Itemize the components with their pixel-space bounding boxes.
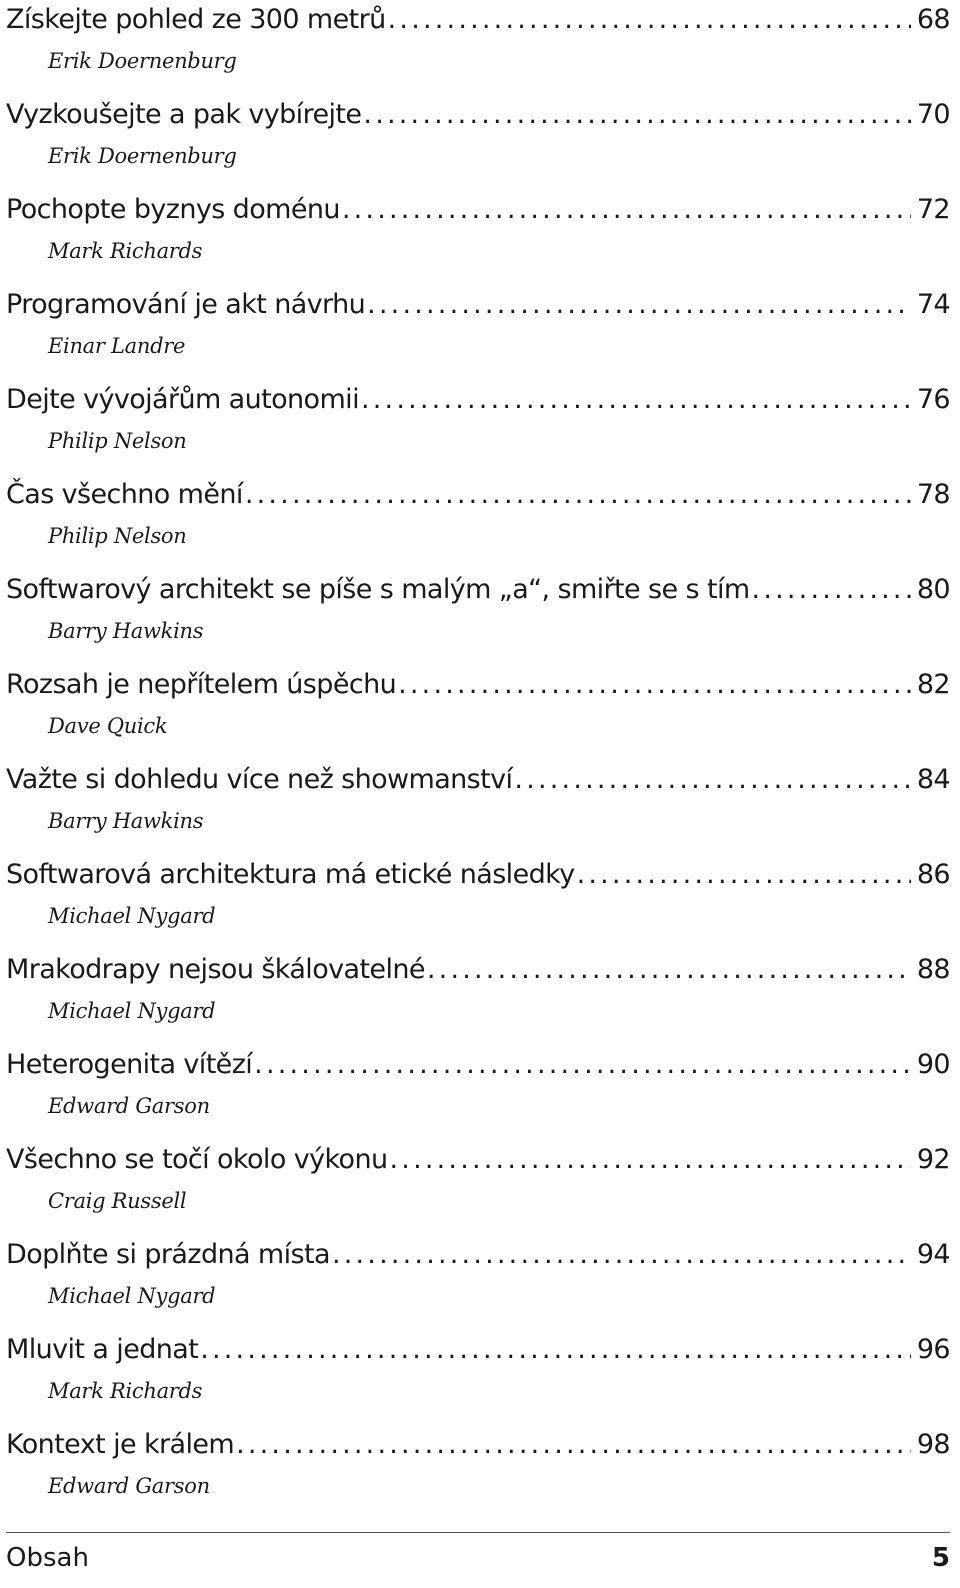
footer-section-label: Obsah <box>6 1543 89 1573</box>
toc-entry-title[interactable]: Všechno se točí okolo výkonu <box>6 1144 388 1175</box>
toc-entry[interactable] <box>6 190 950 285</box>
toc-entry-author: Michael Nygard <box>48 904 216 928</box>
toc-entry[interactable] <box>6 1045 950 1140</box>
page-footer <box>6 1532 950 1588</box>
toc-entry-page[interactable]: 84 <box>916 764 950 795</box>
table-of-contents <box>6 0 950 1520</box>
toc-entry-title[interactable]: Važte si dohledu více než showmanství <box>6 764 513 795</box>
toc-entry[interactable] <box>6 1235 950 1330</box>
toc-entry-author: Philip Nelson <box>48 429 187 453</box>
toc-entry-page[interactable]: 78 <box>916 479 950 510</box>
toc-entry[interactable] <box>6 1140 950 1235</box>
toc-entry-title[interactable]: Získejte pohled ze 300 metrů <box>6 4 386 35</box>
toc-entry-page[interactable]: 88 <box>916 954 950 985</box>
toc-entry-author: Michael Nygard <box>48 999 216 1023</box>
toc-entry-row[interactable] <box>6 380 950 420</box>
dot-leader <box>254 1045 911 1085</box>
dot-leader <box>577 855 911 895</box>
footer-page-number: 5 <box>931 1543 950 1573</box>
toc-entry-author: Mark Richards <box>48 239 203 263</box>
toc-entry[interactable] <box>6 855 950 950</box>
toc-entry-row[interactable] <box>6 855 950 895</box>
dot-leader <box>200 1330 911 1370</box>
toc-entry-title[interactable]: Softwarová architektura má etické následky <box>6 859 575 890</box>
toc-entry-author: Einar Landre <box>48 334 186 358</box>
dot-leader <box>236 1425 911 1465</box>
toc-entry-title[interactable]: Softwarový architekt se píše s malým „a“, smiřte se s tím <box>6 574 750 605</box>
dot-leader <box>361 380 911 420</box>
toc-entry-page[interactable]: 90 <box>916 1049 950 1080</box>
toc-entry-page[interactable]: 80 <box>916 574 950 605</box>
toc-entry-page[interactable]: 72 <box>916 194 950 225</box>
toc-entry-row[interactable] <box>6 0 950 40</box>
toc-entry[interactable] <box>6 380 950 475</box>
toc-entry[interactable] <box>6 665 950 760</box>
toc-entry-title[interactable]: Doplňte si prázdná místa <box>6 1239 330 1270</box>
toc-entry-author: Mark Richards <box>48 1379 203 1403</box>
toc-entry[interactable] <box>6 1330 950 1425</box>
toc-entry-title[interactable]: Rozsah je nepřítelem úspěchu <box>6 669 397 700</box>
toc-entry-page[interactable]: 94 <box>916 1239 950 1270</box>
toc-entry-title[interactable]: Mluvit a jednat <box>6 1334 199 1365</box>
toc-entry-row[interactable] <box>6 285 950 325</box>
toc-entry-author: Edward Garson <box>48 1094 210 1118</box>
toc-entry-row[interactable] <box>6 665 950 705</box>
toc-entry-author: Michael Nygard <box>48 1284 216 1308</box>
toc-entry[interactable] <box>6 1425 950 1520</box>
dot-leader <box>367 285 911 325</box>
toc-entry-page[interactable]: 74 <box>916 289 950 320</box>
toc-entry-row[interactable] <box>6 190 950 230</box>
toc-entry[interactable] <box>6 475 950 570</box>
toc-entry-title[interactable]: Heterogenita vítězí <box>6 1049 253 1080</box>
toc-entry-page[interactable]: 82 <box>916 669 950 700</box>
toc-entry[interactable] <box>6 0 950 95</box>
dot-leader <box>390 1140 911 1180</box>
toc-entry-page[interactable]: 86 <box>916 859 950 890</box>
toc-entry-title[interactable]: Dejte vývojářům autonomii <box>6 384 359 415</box>
toc-entry-row[interactable] <box>6 1140 950 1180</box>
toc-entry-page[interactable]: 68 <box>916 4 950 35</box>
toc-entry-row[interactable] <box>6 760 950 800</box>
toc-entry-author: Dave Quick <box>48 714 168 738</box>
toc-entry-title[interactable]: Kontext je králem <box>6 1429 235 1460</box>
toc-entry-row[interactable] <box>6 1045 950 1085</box>
toc-entry-author: Erik Doernenburg <box>48 144 237 168</box>
toc-entry-page[interactable]: 70 <box>916 99 950 130</box>
toc-entry-row[interactable] <box>6 950 950 990</box>
toc-entry-row[interactable] <box>6 1330 950 1370</box>
dot-leader <box>388 0 911 40</box>
toc-entry-page[interactable]: 96 <box>916 1334 950 1365</box>
toc-entry-title[interactable]: Vyzkoušejte a pak vybírejte <box>6 99 362 130</box>
toc-entry-title[interactable]: Čas všechno mění <box>6 479 243 510</box>
toc-entry-author: Barry Hawkins <box>48 619 204 643</box>
toc-entry[interactable] <box>6 95 950 190</box>
toc-entry-author: Erik Doernenburg <box>48 49 237 73</box>
toc-entry-row[interactable] <box>6 1235 950 1275</box>
toc-entry[interactable] <box>6 760 950 855</box>
toc-entry-row[interactable] <box>6 1425 950 1465</box>
dot-leader <box>398 665 911 705</box>
toc-entry-row[interactable] <box>6 570 950 610</box>
dot-leader <box>363 95 910 135</box>
toc-entry-row[interactable] <box>6 475 950 515</box>
toc-entry-author: Craig Russell <box>48 1189 187 1213</box>
toc-entry[interactable] <box>6 285 950 380</box>
toc-entry[interactable] <box>6 950 950 1045</box>
toc-entry-title[interactable]: Pochopte byznys doménu <box>6 194 340 225</box>
toc-entry-title[interactable]: Programování je akt návrhu <box>6 289 366 320</box>
dot-leader <box>342 190 911 230</box>
dot-leader <box>752 570 911 610</box>
toc-entry-row[interactable] <box>6 95 950 135</box>
dot-leader <box>245 475 911 515</box>
toc-entry-page[interactable]: 98 <box>916 1429 950 1460</box>
toc-entry-page[interactable]: 76 <box>916 384 950 415</box>
toc-entry-author: Edward Garson <box>48 1474 210 1498</box>
dot-leader <box>427 950 911 990</box>
dot-leader <box>332 1235 911 1275</box>
toc-entry-title[interactable]: Mrakodrapy nejsou škálovatelné <box>6 954 425 985</box>
toc-entry-author: Barry Hawkins <box>48 809 204 833</box>
toc-entry[interactable] <box>6 570 950 665</box>
toc-entry-author: Philip Nelson <box>48 524 187 548</box>
toc-entry-page[interactable]: 92 <box>916 1144 950 1175</box>
dot-leader <box>514 760 910 800</box>
